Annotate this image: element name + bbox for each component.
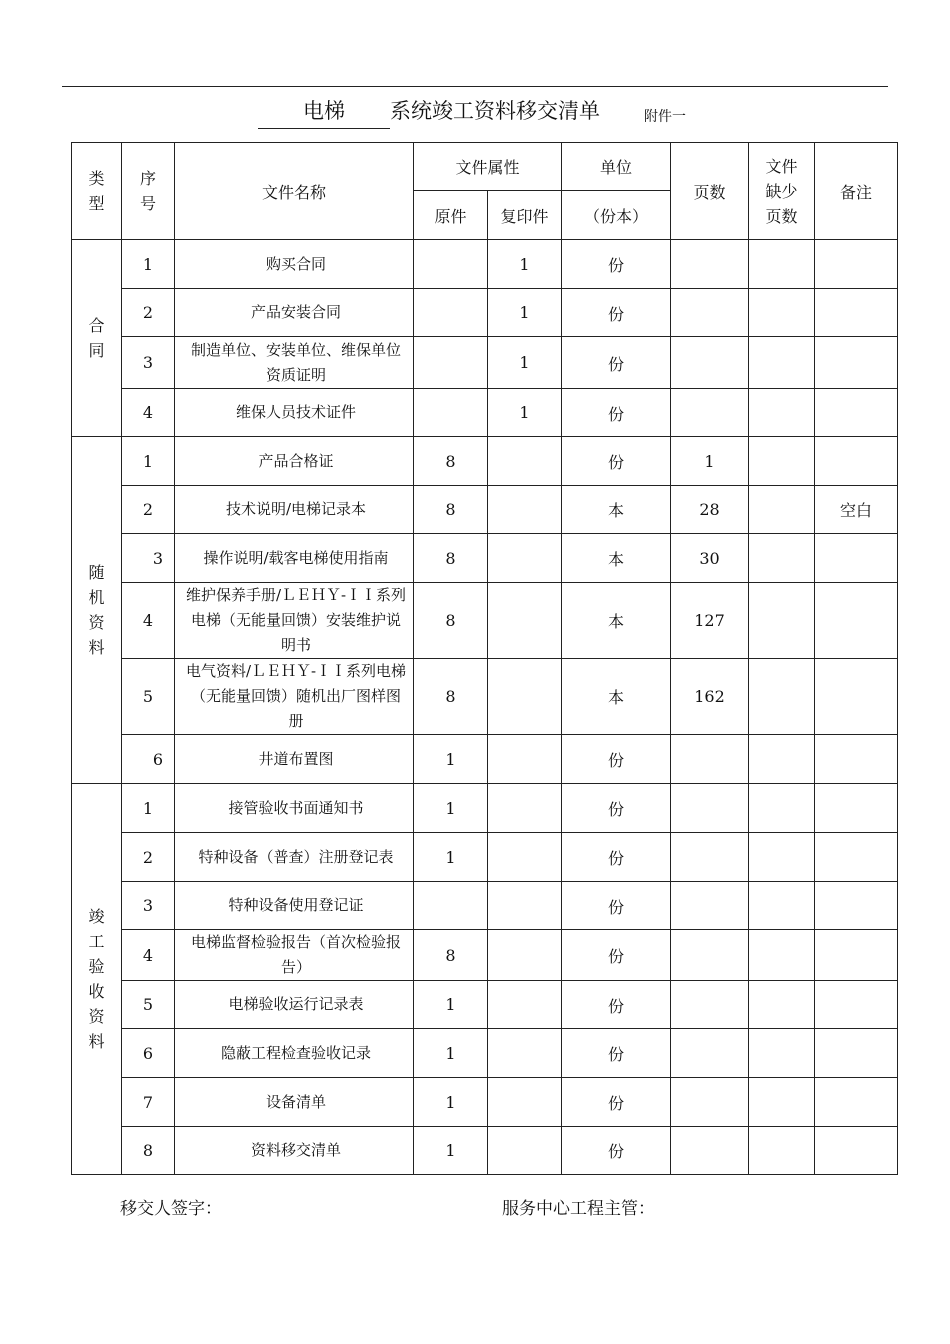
row-pages: 30 <box>671 534 749 583</box>
row-pages <box>671 1029 749 1078</box>
row-seq-value: 1 <box>142 254 154 274</box>
row-missing-pages <box>749 1078 815 1127</box>
table-row <box>72 486 898 534</box>
header-unit: 单位 <box>562 143 671 191</box>
row-pages <box>671 289 749 337</box>
row-seq-value: 4 <box>142 403 154 422</box>
title-fill-blank: 电梯 <box>258 95 390 129</box>
row-original <box>414 389 488 437</box>
row-pages <box>671 882 749 930</box>
section-type-cell <box>72 240 122 437</box>
section-type-label: 合同 <box>88 316 105 360</box>
table-row <box>72 583 898 659</box>
row-copy <box>488 437 562 486</box>
row-file-name: 设备清单 <box>175 1078 414 1127</box>
row-remark <box>815 1127 898 1175</box>
row-seq-value: 2 <box>142 303 154 322</box>
row-unit: 份 <box>562 337 671 389</box>
row-original: 1 <box>414 1078 488 1127</box>
row-copy <box>488 534 562 583</box>
row-copy <box>488 486 562 534</box>
row-unit: 份 <box>562 981 671 1029</box>
row-original <box>414 289 488 337</box>
row-copy <box>488 1127 562 1175</box>
row-copy <box>488 930 562 981</box>
table-row <box>72 882 898 930</box>
row-copy: 1 <box>488 389 562 437</box>
row-file-name: 电气资料/ＬＥＨＹ-ＩＩ系列电梯（无能量回馈）随机出厂图样图册 <box>175 659 414 735</box>
row-copy <box>488 1078 562 1127</box>
row-unit: 份 <box>562 1029 671 1078</box>
row-remark <box>815 240 898 289</box>
header-type-text: 类型 <box>88 169 105 213</box>
row-original: 1 <box>414 833 488 882</box>
row-unit: 份 <box>562 784 671 833</box>
row-remark <box>815 289 898 337</box>
row-original: 1 <box>414 1127 488 1175</box>
row-remark <box>815 833 898 882</box>
row-pages: 1 <box>671 437 749 486</box>
table-row <box>72 240 898 289</box>
row-copy <box>488 659 562 735</box>
row-copy <box>488 882 562 930</box>
row-seq <box>122 735 175 784</box>
row-unit: 份 <box>562 1127 671 1175</box>
row-seq-value: 8 <box>142 1141 154 1160</box>
row-seq <box>122 1078 175 1127</box>
header-file-attr: 文件属性 <box>414 143 562 191</box>
row-file-name: 产品合格证 <box>175 437 414 486</box>
header-pages: 页数 <box>671 143 749 240</box>
row-remark <box>815 784 898 833</box>
row-missing-pages <box>749 389 815 437</box>
table-row <box>72 930 898 981</box>
row-seq <box>122 784 175 833</box>
row-file-name: 电梯监督检验报告（首次检验报告） <box>175 930 414 981</box>
table-row <box>72 659 898 735</box>
row-remark: 空白 <box>815 486 898 534</box>
row-remark <box>815 659 898 735</box>
row-missing-pages <box>749 1127 815 1175</box>
row-missing-pages <box>749 437 815 486</box>
row-remark <box>815 882 898 930</box>
row-file-name: 接管验收书面通知书 <box>175 784 414 833</box>
row-pages: 162 <box>671 659 749 735</box>
handover-table <box>71 142 898 1175</box>
row-original: 8 <box>414 437 488 486</box>
row-unit: 份 <box>562 833 671 882</box>
row-remark <box>815 583 898 659</box>
table-row <box>72 289 898 337</box>
row-seq-value: 6 <box>142 1043 154 1063</box>
row-remark <box>815 534 898 583</box>
row-seq <box>122 930 175 981</box>
row-seq <box>122 437 175 486</box>
row-unit: 份 <box>562 882 671 930</box>
row-file-name: 维护保养手册/ＬＥＨＹ-ＩＩ系列电梯（无能量回馈）安装维护说明书 <box>175 583 414 659</box>
row-pages <box>671 1078 749 1127</box>
row-seq <box>122 882 175 930</box>
row-file-name: 产品安装合同 <box>175 289 414 337</box>
row-file-name: 电梯验收运行记录表 <box>175 981 414 1029</box>
header-unit-sub: （份本） <box>562 191 671 240</box>
row-seq-value: 5 <box>142 687 154 706</box>
header-missing-pages <box>749 143 815 240</box>
row-missing-pages <box>749 534 815 583</box>
row-remark <box>815 1078 898 1127</box>
row-unit: 份 <box>562 437 671 486</box>
header-missing-line-3: 页数 <box>765 206 798 226</box>
top-rule <box>62 86 888 87</box>
row-file-name: 购买合同 <box>175 240 414 289</box>
row-seq-value: 2 <box>142 500 154 519</box>
row-missing-pages <box>749 735 815 784</box>
row-file-name: 井道布置图 <box>175 735 414 784</box>
row-original <box>414 240 488 289</box>
row-unit: 份 <box>562 240 671 289</box>
row-seq <box>122 1127 175 1175</box>
row-seq-value: 1 <box>142 451 154 471</box>
header-file-name: 文件名称 <box>175 143 414 240</box>
row-missing-pages <box>749 337 815 389</box>
row-missing-pages <box>749 981 815 1029</box>
row-pages: 28 <box>671 486 749 534</box>
row-missing-pages <box>749 784 815 833</box>
table-row <box>72 735 898 784</box>
section-type-label: 竣工验收资料 <box>88 907 105 1051</box>
row-seq <box>122 1029 175 1078</box>
row-seq-value: 4 <box>142 945 154 965</box>
row-original <box>414 337 488 389</box>
document-title <box>258 95 698 131</box>
row-missing-pages <box>749 833 815 882</box>
row-file-name: 制造单位、安装单位、维保单位资质证明 <box>175 337 414 389</box>
row-seq <box>122 486 175 534</box>
row-seq-value: 1 <box>142 798 154 818</box>
header-seq-text: 序号 <box>140 169 157 213</box>
table-row <box>72 389 898 437</box>
row-pages <box>671 930 749 981</box>
row-copy: 1 <box>488 289 562 337</box>
row-unit: 本 <box>562 583 671 659</box>
row-seq <box>122 833 175 882</box>
row-remark <box>815 389 898 437</box>
row-missing-pages <box>749 289 815 337</box>
row-file-name: 隐蔽工程检查验收记录 <box>175 1029 414 1078</box>
row-copy <box>488 735 562 784</box>
table-row <box>72 833 898 882</box>
row-unit: 本 <box>562 534 671 583</box>
header-seq <box>122 143 175 240</box>
table-row <box>72 534 898 583</box>
section-type-cell <box>72 437 122 784</box>
row-copy <box>488 583 562 659</box>
row-unit: 份 <box>562 930 671 981</box>
row-unit: 份 <box>562 1078 671 1127</box>
row-original: 8 <box>414 930 488 981</box>
row-copy <box>488 784 562 833</box>
row-unit: 份 <box>562 735 671 784</box>
row-file-name: 资料移交清单 <box>175 1127 414 1175</box>
row-seq-value: 3 <box>142 896 154 915</box>
header-remark: 备注 <box>815 143 898 240</box>
row-seq <box>122 289 175 337</box>
row-file-name: 特种设备（普查）注册登记表 <box>175 833 414 882</box>
row-unit: 本 <box>562 659 671 735</box>
header-missing-line-1: 文件 <box>765 156 798 176</box>
table-row <box>72 1078 898 1127</box>
row-seq <box>122 583 175 659</box>
row-original: 8 <box>414 659 488 735</box>
row-missing-pages <box>749 1029 815 1078</box>
row-missing-pages <box>749 240 815 289</box>
row-seq <box>122 337 175 389</box>
row-file-name: 特种设备使用登记证 <box>175 882 414 930</box>
row-copy: 1 <box>488 337 562 389</box>
header-missing-line-2: 缺少 <box>765 181 798 201</box>
table-row <box>72 1127 898 1175</box>
table-row <box>72 784 898 833</box>
row-original: 1 <box>414 735 488 784</box>
row-missing-pages <box>749 930 815 981</box>
row-seq <box>122 240 175 289</box>
row-pages <box>671 240 749 289</box>
row-seq-value: 4 <box>142 611 154 630</box>
title-text: 系统竣工资料移交清单 <box>390 99 600 123</box>
row-pages <box>671 735 749 784</box>
row-original <box>414 882 488 930</box>
row-missing-pages <box>749 882 815 930</box>
row-seq <box>122 389 175 437</box>
row-file-name: 操作说明/载客电梯使用指南 <box>175 534 414 583</box>
section-type-label: 随机资料 <box>88 563 105 657</box>
row-original: 1 <box>414 1029 488 1078</box>
table-row <box>72 337 898 389</box>
row-pages <box>671 389 749 437</box>
supervisor-signature-label: 服务中心工程主管： <box>502 1199 655 1219</box>
row-missing-pages <box>749 486 815 534</box>
row-remark <box>815 981 898 1029</box>
row-seq-value: 3 <box>142 353 154 372</box>
row-remark <box>815 437 898 486</box>
row-file-name: 技术说明/电梯记录本 <box>175 486 414 534</box>
header-type <box>72 143 122 240</box>
row-missing-pages <box>749 659 815 735</box>
row-seq-value: 5 <box>142 995 154 1014</box>
row-original: 8 <box>414 486 488 534</box>
annex-label: 附件一 <box>644 109 686 125</box>
row-unit: 份 <box>562 389 671 437</box>
row-seq-value: 2 <box>142 847 154 867</box>
table-row <box>72 981 898 1029</box>
row-pages <box>671 981 749 1029</box>
row-unit: 本 <box>562 486 671 534</box>
row-seq <box>122 981 175 1029</box>
row-seq-value: 6 <box>152 749 164 769</box>
row-pages <box>671 833 749 882</box>
table-row <box>72 1029 898 1078</box>
row-original: 8 <box>414 583 488 659</box>
row-seq-value: 7 <box>142 1092 154 1112</box>
row-remark <box>815 930 898 981</box>
row-original: 8 <box>414 534 488 583</box>
row-missing-pages <box>749 583 815 659</box>
row-remark <box>815 337 898 389</box>
header-copy: 复印件 <box>488 191 562 240</box>
row-file-name: 维保人员技术证件 <box>175 389 414 437</box>
header-original: 原件 <box>414 191 488 240</box>
row-remark <box>815 735 898 784</box>
row-pages <box>671 1127 749 1175</box>
row-unit: 份 <box>562 289 671 337</box>
row-pages: 127 <box>671 583 749 659</box>
table-row <box>72 437 898 486</box>
row-original: 1 <box>414 981 488 1029</box>
row-copy <box>488 1029 562 1078</box>
handover-signature-label: 移交人签字： <box>120 1199 222 1219</box>
row-copy <box>488 981 562 1029</box>
row-copy: 1 <box>488 240 562 289</box>
row-seq <box>122 534 175 583</box>
row-seq <box>122 659 175 735</box>
row-remark <box>815 1029 898 1078</box>
row-pages <box>671 784 749 833</box>
row-copy <box>488 833 562 882</box>
row-seq-value: 3 <box>152 548 164 568</box>
section-type-cell <box>72 784 122 1175</box>
row-pages <box>671 337 749 389</box>
row-original: 1 <box>414 784 488 833</box>
